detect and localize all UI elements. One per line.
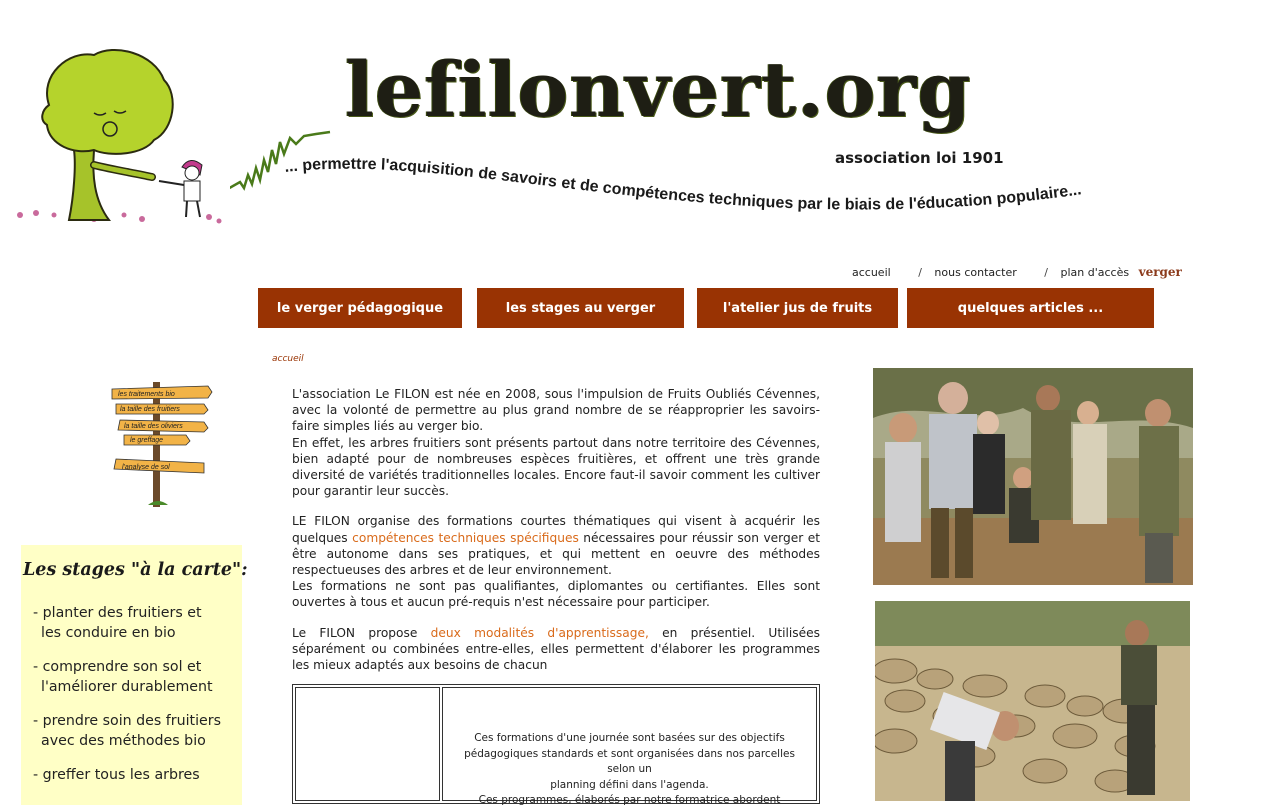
link-access-plan-label: plan d'accès — [1060, 266, 1130, 279]
main-content — [292, 386, 820, 687]
stages-item-line1: - planter des fruitiers et — [33, 605, 202, 621]
modalites-paragraph — [292, 625, 820, 674]
formations-text-a: LE FILON organise des formations courtes thématiques qui visent à acquérir les quelques — [292, 514, 820, 545]
intro-text-2: En effet, les arbres fruitiers sont présents partout dans notre territoire des Cévennes, bien adapté pour de nombreuses espèces fruitières, et offrent une très grande diversité de variétés traditionnelles locales. Encore faut-il savoir comment les cultiver pour garantir leur succès. — [292, 435, 820, 499]
nav-quelques-articles[interactable]: quelques articles ... — [907, 288, 1154, 328]
stages-item-line1: - prendre soin des fruitiers — [33, 713, 222, 729]
sign-3: la taille des oliviers — [124, 423, 183, 430]
tagline-text: ... permettre l'acquisition de savoirs et de compétences techniques par le biais de l'éducation populaire... — [283, 155, 1083, 214]
logo-tree-illustration — [14, 45, 224, 230]
top-links — [852, 265, 1194, 279]
modalites-text-a: Le FILON propose — [292, 625, 431, 640]
sign-5: l'analyse de sol — [122, 464, 170, 471]
link-access-verger: verger — [1138, 265, 1182, 279]
stages-item-line2: avec des méthodes bio — [41, 732, 206, 749]
sign-1: les traitements bio — [118, 391, 175, 398]
stages-item-line2: l'améliorer durablement — [41, 678, 213, 695]
table-text-3: planning défini dans l'agenda. — [550, 778, 709, 791]
link-access-plan[interactable] — [1061, 266, 1188, 279]
link-separator: / — [918, 266, 922, 279]
link-competences[interactable]: compétences techniques spécifiques — [352, 530, 579, 545]
formations-paragraph — [292, 513, 820, 610]
intro-paragraph — [292, 386, 820, 499]
modalites-text-b: en présentiel. Utilisées séparément ou combinées entre-elles, elles permettent d'élaborer les programmes les mieux adaptés aux besoins de chacun — [292, 625, 820, 673]
nav-atelier-jus[interactable]: l'atelier jus de fruits — [697, 288, 898, 328]
photo-stone-wall — [875, 601, 1190, 801]
table-cell-right — [442, 687, 817, 807]
link-contact[interactable]: nous contacter — [934, 266, 1017, 279]
stages-item[interactable] — [33, 604, 221, 643]
stages-item-line2: les conduire en bio — [41, 624, 176, 641]
breadcrumb[interactable]: accueil — [272, 354, 304, 364]
association-label: association loi 1901 — [835, 149, 1004, 167]
nav-verger-pedagogique[interactable]: le verger pédagogique — [258, 288, 462, 328]
table-cell-left — [295, 687, 440, 801]
stages-item[interactable] — [33, 766, 221, 786]
modalites-table — [292, 684, 820, 807]
stages-list — [33, 604, 221, 801]
table-text-1: Ces formations d'une journée sont basées sur des objectifs — [474, 732, 785, 744]
formations-text-b: nécessaires pour réussir son verger et être autonome dans ses pratiques, et qui mettent en oeuvre des méthodes respectueuses des arbres et de leur environnement. — [292, 530, 820, 578]
link-accueil[interactable]: accueil — [852, 266, 891, 279]
signpost-illustration[interactable] — [108, 377, 214, 512]
tagline-curve — [230, 120, 1130, 250]
link-separator: / — [1044, 266, 1048, 279]
site-title[interactable]: lefilonvert.org — [345, 45, 972, 134]
nav-stages-verger[interactable]: les stages au verger — [477, 288, 684, 328]
table-text-4: Ces programmes, élaborés par notre formatrice abordent — [478, 794, 781, 807]
stages-item[interactable] — [33, 658, 221, 697]
link-modalites[interactable]: deux modalités d'apprentissage, — [430, 625, 649, 640]
photo-group-orchard — [873, 368, 1193, 585]
stages-item-line1: - comprendre son sol et — [33, 659, 202, 675]
stages-item[interactable] — [33, 712, 221, 751]
sign-2: la taille des fruitiers — [120, 406, 180, 413]
intro-text-1: L'association Le FILON est née en 2008, sous l'impulsion de Fruits Oubliés Cévennes, avec la volonté de permettre au plus grand nombre de se réapproprier les savoirs-faire simples liés au verger bio. — [292, 387, 820, 434]
sign-4: le greffage — [130, 437, 164, 444]
stages-item-line1: - greffer tous les arbres — [33, 767, 200, 783]
formations-text-c: Les formations ne sont pas qualifiantes, diplomantes ou certifiantes. Elles sont ouvertes à tous et aucun pré-requis n'est nécessaire pour participer. — [292, 579, 820, 610]
stages-title: Les stages "à la carte": — [23, 560, 248, 580]
table-text-2: pédagogiques standards et sont organisées dans nos parcelles selon un — [464, 747, 795, 776]
